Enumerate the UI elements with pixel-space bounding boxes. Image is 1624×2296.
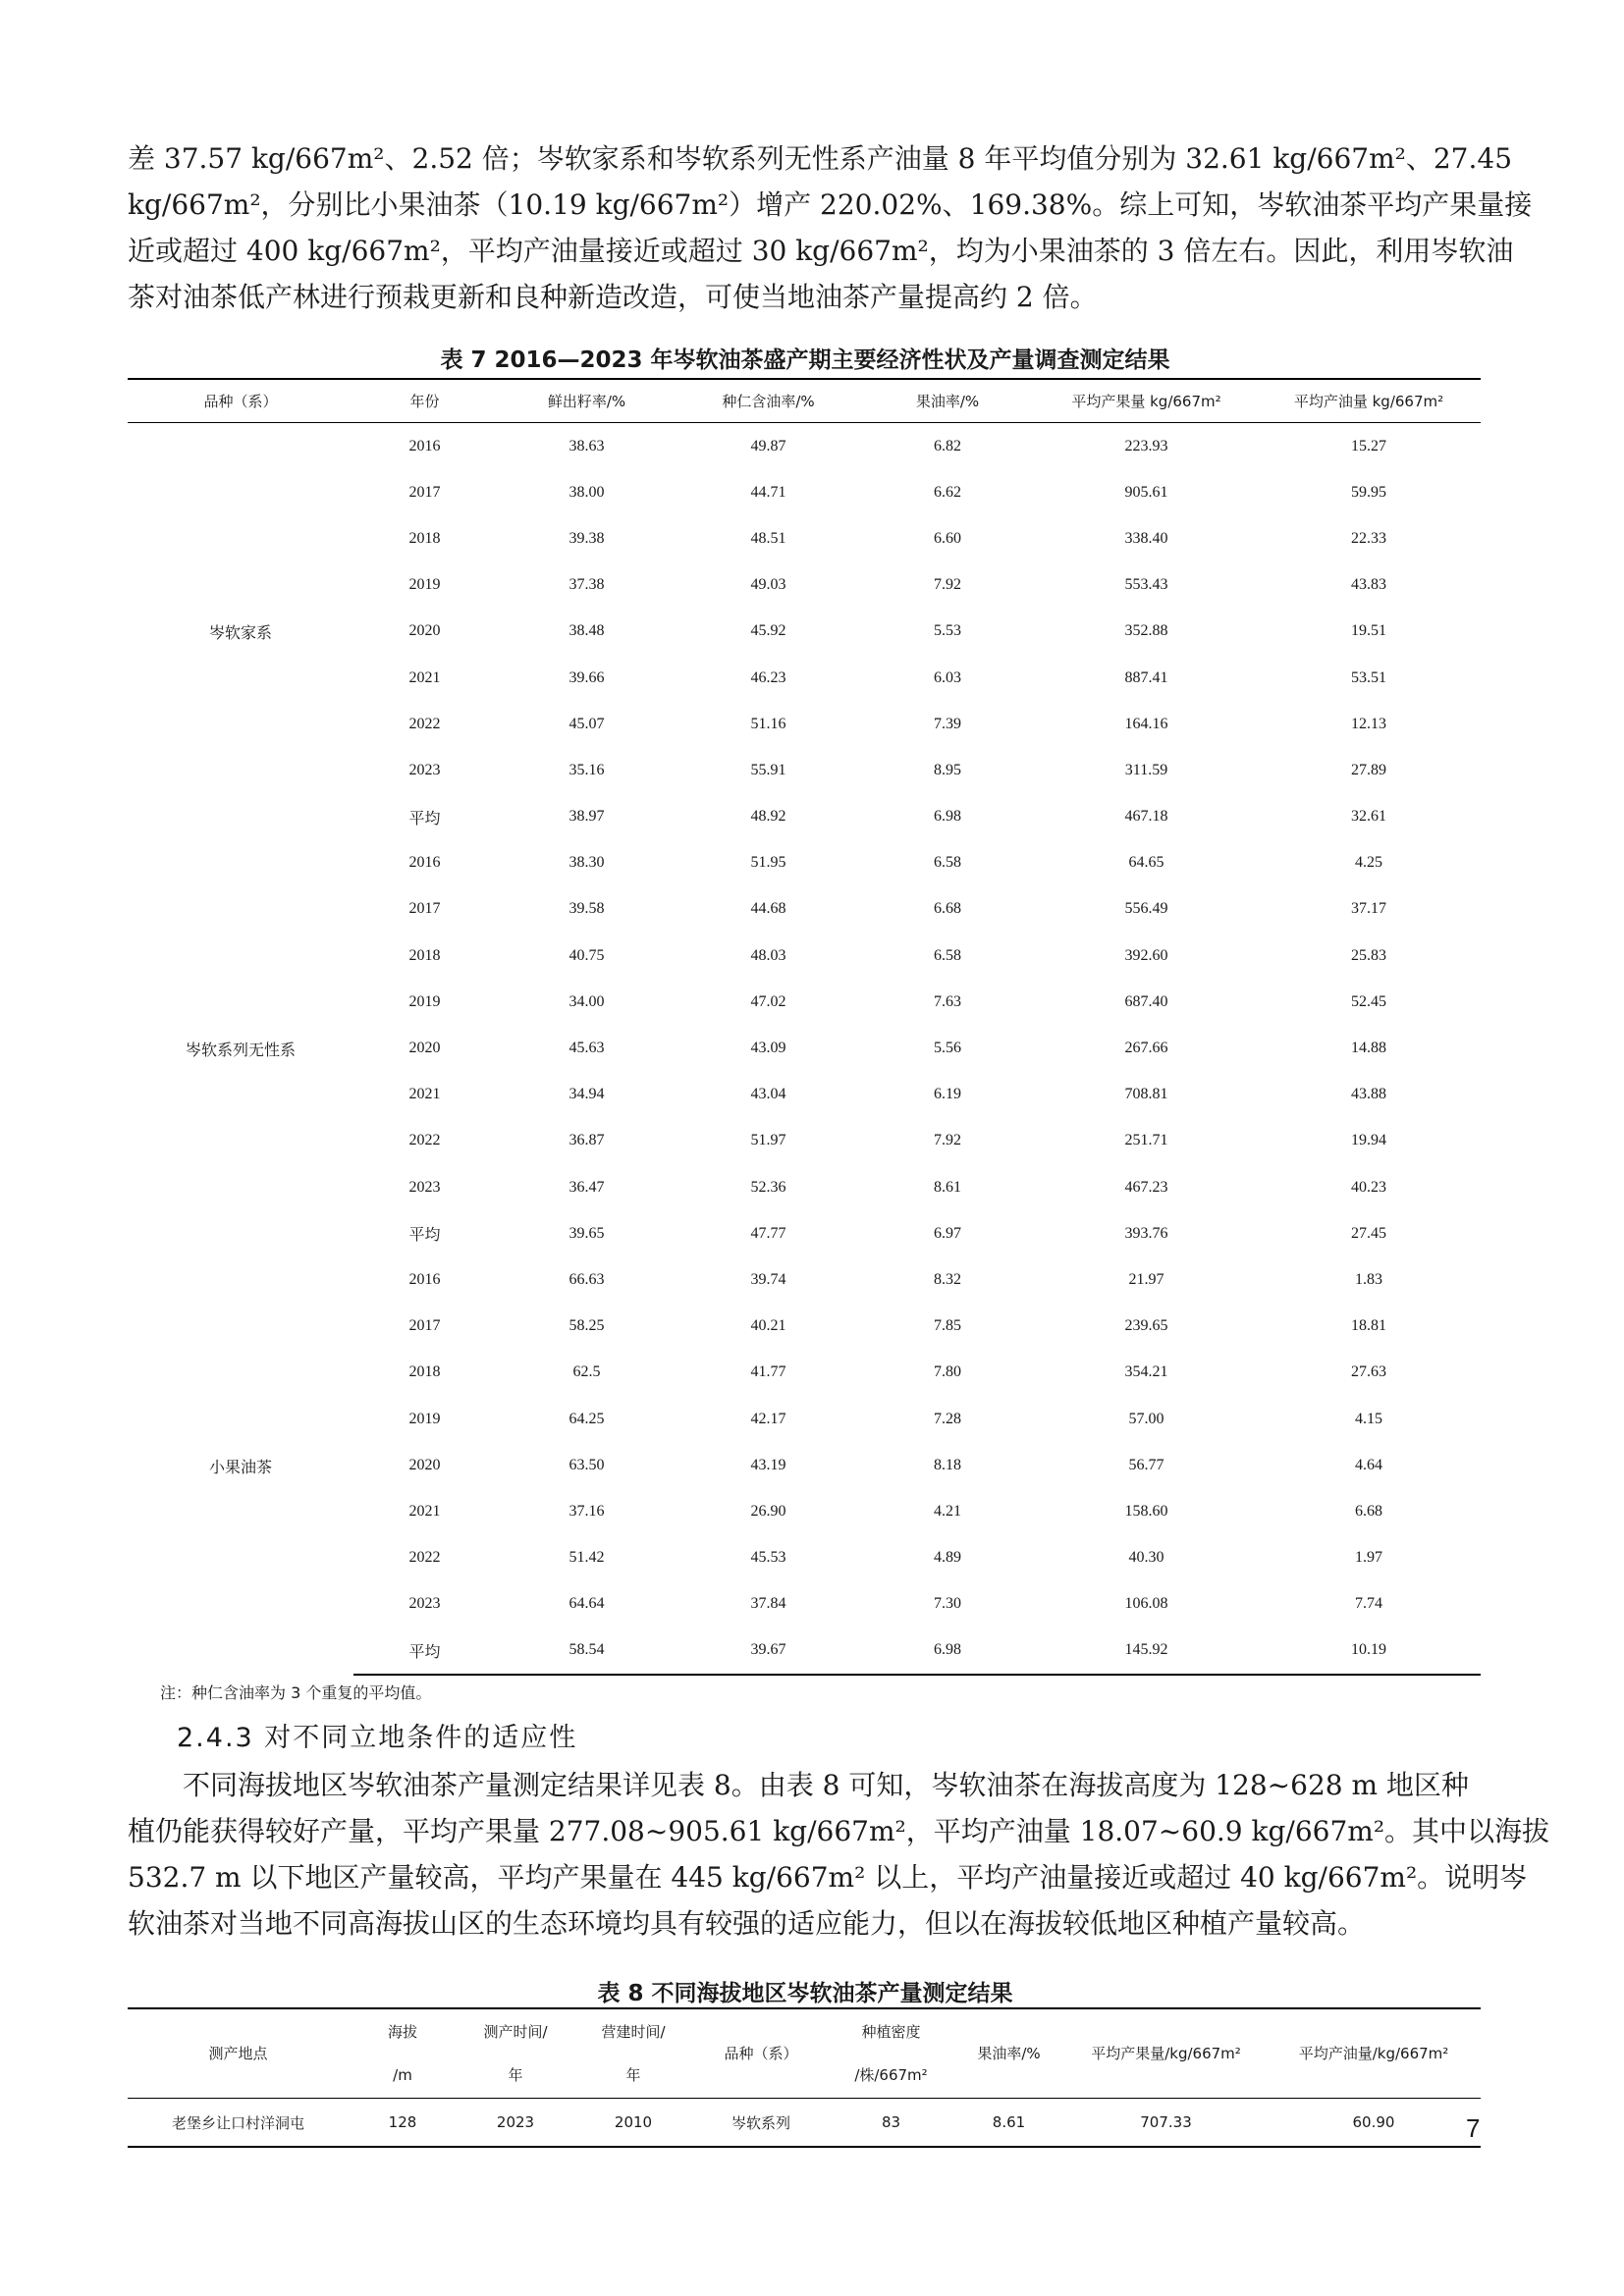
table-cell: 354.21	[1124, 1363, 1168, 1381]
table-cell: 707.33	[1065, 2099, 1267, 2148]
table-cell: 34.94	[568, 1086, 605, 1103]
table-cell: 6.82	[934, 437, 961, 454]
table8	[128, 2007, 1481, 2148]
table-cell: 39.65	[568, 1224, 605, 1242]
group-name-cell: 岑软系列无性系	[185, 1040, 296, 1059]
table-cell: 905.61	[1124, 483, 1168, 501]
text-line: 软油茶对当地不同高海拔山区的生态环境均具有较强的适应能力，但以在海拔较低地区种植产量较高。	[128, 1907, 1366, 1940]
text-line: 植仍能获得较好产量，平均产果量 277.08~905.61 kg/667m²，平均产油量 18.07~60.9 kg/667m²。其中以海拔	[128, 1815, 1550, 1847]
table-cell: 10.19	[1257, 1628, 1481, 1675]
table-cell: 40.23	[1351, 1178, 1386, 1196]
table-cell: 2022	[408, 1549, 441, 1567]
table-row	[128, 1256, 1481, 1303]
table8-header-row	[128, 2008, 1481, 2099]
table-cell: 2021	[408, 1502, 441, 1520]
table-cell: 53.51	[1351, 668, 1386, 686]
table-cell: 223.93	[1124, 437, 1168, 454]
section-heading: 2.4.3 对不同立地条件的适应性	[177, 1723, 578, 1753]
table-cell: 38.30	[568, 854, 605, 872]
table-cell: 39.74	[750, 1270, 786, 1288]
table-cell: 158.60	[1124, 1502, 1168, 1520]
table7-header-cell: 鲜出籽率/%	[496, 379, 677, 423]
group-name-cell: 小果油茶	[208, 1457, 272, 1476]
table-cell: 393.76	[1124, 1224, 1168, 1242]
table-cell: 47.02	[750, 992, 786, 1010]
table-cell: 2019	[408, 576, 441, 594]
table-cell: 岑软系列	[692, 2099, 830, 2148]
table-cell: 392.60	[1124, 946, 1168, 964]
table-cell: 36.47	[568, 1178, 605, 1196]
table8-header-cell	[349, 2008, 457, 2099]
table-cell: 2018	[408, 1363, 441, 1381]
table-cell: 7.80	[934, 1363, 961, 1381]
table-cell: 34.00	[568, 992, 605, 1010]
table-cell: 43.09	[750, 1040, 786, 1057]
table-cell: 7.39	[934, 715, 961, 732]
table-cell: 2018	[408, 529, 441, 547]
table-cell: 39.66	[568, 668, 605, 686]
table-cell: 37.38	[568, 576, 605, 594]
table-cell: 8.61	[952, 2099, 1065, 2148]
table-cell: 467.23	[1124, 1178, 1168, 1196]
table-cell: 32.61	[1351, 808, 1386, 826]
table-cell: 7.74	[1355, 1595, 1382, 1613]
table-cell: 6.58	[934, 854, 961, 872]
table-cell: 64.64	[568, 1595, 605, 1613]
table-cell: 平均	[353, 1628, 496, 1675]
table-cell: 51.16	[750, 715, 786, 732]
table-cell: 687.40	[1124, 992, 1168, 1010]
table-cell: 36.87	[568, 1132, 605, 1149]
table-cell: 4.64	[1355, 1456, 1382, 1473]
table-cell: 239.65	[1124, 1317, 1168, 1335]
table-cell: 14.88	[1351, 1040, 1386, 1057]
table-cell: 22.33	[1351, 529, 1386, 547]
text-line: 茶对油茶低产林进行预栽更新和良种新造改造，可使当地油茶产量提高约 2 倍。	[128, 281, 1098, 313]
table-cell: 45.07	[568, 715, 605, 732]
table-cell: 44.68	[750, 900, 786, 918]
table-cell: 38.00	[568, 483, 605, 501]
table8-header-cell	[1267, 2008, 1481, 2099]
table-cell: 2023	[408, 761, 441, 778]
header-text: 平均产油量/kg/667m²	[1298, 2045, 1449, 2062]
header-text: 种植密度	[861, 2023, 921, 2041]
table7	[128, 378, 1481, 1676]
table7-header-cell: 果油率/%	[859, 379, 1036, 423]
table-cell: 43.83	[1351, 576, 1386, 594]
table-cell: 5.53	[934, 622, 961, 640]
table-cell: 58.54	[496, 1628, 677, 1675]
table7-header-cell: 平均产油量 kg/667m²	[1257, 379, 1481, 423]
table-cell: 8.95	[934, 761, 961, 778]
table-cell: 267.66	[1124, 1040, 1168, 1057]
table-cell: 45.53	[750, 1549, 786, 1567]
table-cell: 37.17	[1351, 900, 1386, 918]
table-cell: 2020	[408, 1456, 441, 1473]
table-cell: 553.43	[1124, 576, 1168, 594]
header-text: 平均产果量/kg/667m²	[1091, 2045, 1241, 2062]
table-cell: 2021	[408, 668, 441, 686]
table-cell: 8.61	[934, 1178, 961, 1196]
table-cell: 49.87	[750, 437, 786, 454]
table-cell: 48.92	[750, 808, 786, 826]
table-cell: 19.51	[1351, 622, 1386, 640]
table-cell: 48.51	[750, 529, 786, 547]
table-cell: 39.38	[568, 529, 605, 547]
table-cell: 1.97	[1355, 1549, 1382, 1567]
table-cell: 2020	[408, 622, 441, 640]
header-text: 测产地点	[208, 2045, 268, 2062]
table-cell: 556.49	[1124, 900, 1168, 918]
table-cell: 59.95	[1351, 483, 1386, 501]
table-cell: 2023	[457, 2099, 574, 2148]
table-cell: 6.60	[934, 529, 961, 547]
table-cell: 2016	[408, 437, 441, 454]
table-cell: 467.18	[1124, 808, 1168, 826]
table-cell: 37.16	[568, 1502, 605, 1520]
text-line: 532.7 m 以下地区产量较高，平均产果量在 445 kg/667m² 以上，平均产油量接近或超过 40 kg/667m²。说明岑	[128, 1861, 1528, 1894]
page-number: 7	[1466, 2113, 1481, 2143]
table8-header-cell	[457, 2008, 574, 2099]
table-cell: 2017	[408, 1317, 441, 1335]
header-text: 测产时间/	[483, 2023, 548, 2041]
table-cell: 40.30	[1128, 1549, 1164, 1567]
table-cell: 6.98	[859, 1628, 1036, 1675]
table-cell: 2023	[408, 1178, 441, 1196]
header-text: 营建时间/	[601, 2023, 666, 2041]
table-cell: 43.04	[750, 1086, 786, 1103]
table-cell: 51.97	[750, 1132, 786, 1149]
table-cell: 2016	[408, 1270, 441, 1288]
table7-note: 注：种仁含油率为 3 个重复的平均值。	[160, 1683, 432, 1702]
table-cell: 40.75	[568, 946, 605, 964]
table-cell: 57.00	[1128, 1410, 1164, 1427]
table-row	[128, 423, 1481, 470]
table-cell: 25.83	[1351, 946, 1386, 964]
text-line: 不同海拔地区岑软油茶产量测定结果详见表 8。由表 8 可知，岑软油茶在海拔高度为 128~628 m 地区种	[183, 1769, 1469, 1801]
table-cell: 12.13	[1351, 715, 1386, 732]
table-cell: 6.98	[934, 808, 961, 826]
table-cell: 37.84	[750, 1595, 786, 1613]
table7-header-cell: 年份	[353, 379, 496, 423]
table-cell: 60.90	[1267, 2099, 1481, 2148]
table-cell: 52.36	[750, 1178, 786, 1196]
table-cell: 311.59	[1124, 761, 1168, 778]
table-cell: 708.81	[1124, 1086, 1168, 1103]
section-paragraph	[128, 1762, 1550, 1947]
table8-header-cell	[574, 2008, 692, 2099]
table-cell: 51.95	[750, 854, 786, 872]
table-cell: 7.85	[934, 1317, 961, 1335]
table-cell: 7.30	[934, 1595, 961, 1613]
header-text: /株/667m²	[854, 2066, 928, 2084]
table-cell: 8.32	[934, 1270, 961, 1288]
table8-title: 表 8 不同海拔地区岑软油茶产量测定结果	[597, 1981, 1013, 2006]
table-cell: 39.58	[568, 900, 605, 918]
table-cell: 338.40	[1124, 529, 1168, 547]
table-cell: 38.48	[568, 622, 605, 640]
table-cell: 5.56	[934, 1040, 961, 1057]
table-row	[128, 2099, 1481, 2148]
intro-paragraph	[128, 135, 1533, 320]
table-cell: 164.16	[1124, 715, 1168, 732]
table-cell: 6.68	[1355, 1502, 1382, 1520]
table-cell: 2010	[574, 2099, 692, 2148]
table-cell: 1.83	[1355, 1270, 1382, 1288]
table-cell: 887.41	[1124, 668, 1168, 686]
table-cell: 64.25	[568, 1410, 605, 1427]
table-cell: 7.92	[934, 576, 961, 594]
table-cell: 38.63	[568, 437, 605, 454]
table-cell: 26.90	[750, 1502, 786, 1520]
table-cell: 6.58	[934, 946, 961, 964]
table8-header-cell	[1065, 2008, 1267, 2099]
table-cell: 63.50	[568, 1456, 605, 1473]
table-cell: 2022	[408, 1132, 441, 1149]
table7-header-cell: 品种（系）	[128, 379, 353, 423]
header-text: /m	[393, 2066, 412, 2084]
table-cell: 4.21	[934, 1502, 961, 1520]
header-text: 品种（系）	[724, 2045, 798, 2062]
table-cell: 2021	[408, 1086, 441, 1103]
table-cell: 6.19	[934, 1086, 961, 1103]
table-cell: 2020	[408, 1040, 441, 1057]
table-cell: 4.89	[934, 1549, 961, 1567]
table-cell: 55.91	[750, 761, 786, 778]
table-cell: 7.63	[934, 992, 961, 1010]
table-cell: 19.94	[1351, 1132, 1386, 1149]
table-cell: 7.28	[934, 1410, 961, 1427]
table7-header-row	[128, 379, 1481, 423]
table-cell: 平均	[408, 810, 441, 828]
table-cell: 2017	[408, 483, 441, 501]
table8-header-cell	[128, 2008, 349, 2099]
table-cell: 2022	[408, 715, 441, 732]
table-cell: 2016	[408, 854, 441, 872]
table-cell: 43.19	[750, 1456, 786, 1473]
table-cell: 2018	[408, 946, 441, 964]
table-cell: 52.45	[1351, 992, 1386, 1010]
table-cell: 41.77	[750, 1363, 786, 1381]
table7-header-cell: 种仁含油率/%	[677, 379, 859, 423]
table-cell: 6.62	[934, 483, 961, 501]
table-cell: 43.88	[1351, 1086, 1386, 1103]
table-row	[128, 840, 1481, 886]
table-cell: 35.16	[568, 761, 605, 778]
table-cell: 42.17	[750, 1410, 786, 1427]
table-cell: 平均	[408, 1227, 441, 1245]
table7-title: 表 7 2016—2023 年岑软油茶盛产期主要经济性状及产量调查测定结果	[440, 347, 1170, 373]
table8-header-cell	[952, 2008, 1065, 2099]
table-cell: 44.71	[750, 483, 786, 501]
table-cell: 56.77	[1128, 1456, 1164, 1473]
table-cell: 64.65	[1128, 854, 1164, 872]
table-cell: 66.63	[568, 1270, 605, 1288]
table-cell: 40.21	[750, 1317, 786, 1335]
table8-header-cell	[830, 2008, 952, 2099]
table-cell: 49.03	[750, 576, 786, 594]
table-cell: 7.92	[934, 1132, 961, 1149]
table-cell: 45.92	[750, 622, 786, 640]
table-cell: 27.89	[1351, 761, 1386, 778]
table-cell: 62.5	[572, 1363, 601, 1381]
table-cell: 15.27	[1351, 437, 1386, 454]
table-cell: 45.63	[568, 1040, 605, 1057]
table-cell: 4.25	[1355, 854, 1382, 872]
table-cell: 老堡乡让口村洋洞屯	[128, 2099, 349, 2148]
table-cell: 6.97	[934, 1224, 961, 1242]
table-cell: 2019	[408, 992, 441, 1010]
table-cell: 2017	[408, 900, 441, 918]
table-cell: 46.23	[750, 668, 786, 686]
table-cell: 83	[830, 2099, 952, 2148]
table-cell: 51.42	[568, 1549, 605, 1567]
table8-header-cell	[692, 2008, 830, 2099]
table-cell: 38.97	[568, 808, 605, 826]
table-cell: 27.63	[1351, 1363, 1386, 1381]
table-cell: 8.18	[934, 1456, 961, 1473]
group-name-cell: 岑软家系	[208, 622, 272, 642]
text-line: 差 37.57 kg/667m²、2.52 倍；岑软家系和岑软系列无性系产油量 8 年平均值分别为 32.61 kg/667m²、27.45	[128, 142, 1513, 175]
table-cell: 4.15	[1355, 1410, 1382, 1427]
table-cell: 2023	[408, 1595, 441, 1613]
table-cell: 6.68	[934, 900, 961, 918]
table7-header-cell: 平均产果量 kg/667m²	[1036, 379, 1257, 423]
header-text: 年	[508, 2066, 523, 2084]
table-cell: 6.03	[934, 668, 961, 686]
table-cell: 2019	[408, 1410, 441, 1427]
table7-body	[128, 423, 1481, 1676]
header-text: 果油率/%	[977, 2045, 1041, 2062]
text-line: 近或超过 400 kg/667m²，平均产油量接近或超过 30 kg/667m²，均为小果油茶的 3 倍左右。因此，利用岑软油	[128, 235, 1514, 267]
table-cell: 58.25	[568, 1317, 605, 1335]
header-text: 海拔	[387, 2023, 417, 2041]
text-line: kg/667m²，分别比小果油茶（10.19 kg/667m²）增产 220.02%、169.38%。综上可知，岑软油茶平均产果量接	[128, 188, 1533, 221]
table-cell: 352.88	[1124, 622, 1168, 640]
table-cell: 106.08	[1124, 1595, 1168, 1613]
table-cell: 251.71	[1124, 1132, 1168, 1149]
table-cell: 145.92	[1036, 1628, 1257, 1675]
table-cell: 128	[349, 2099, 457, 2148]
table-cell: 21.97	[1128, 1270, 1164, 1288]
header-text: 年	[625, 2066, 641, 2084]
table-cell: 27.45	[1351, 1224, 1386, 1242]
table8-body	[128, 2099, 1481, 2148]
table-cell: 47.77	[750, 1224, 786, 1242]
table-cell: 48.03	[750, 946, 786, 964]
table-cell: 18.81	[1351, 1317, 1386, 1335]
table-cell: 39.67	[677, 1628, 859, 1675]
